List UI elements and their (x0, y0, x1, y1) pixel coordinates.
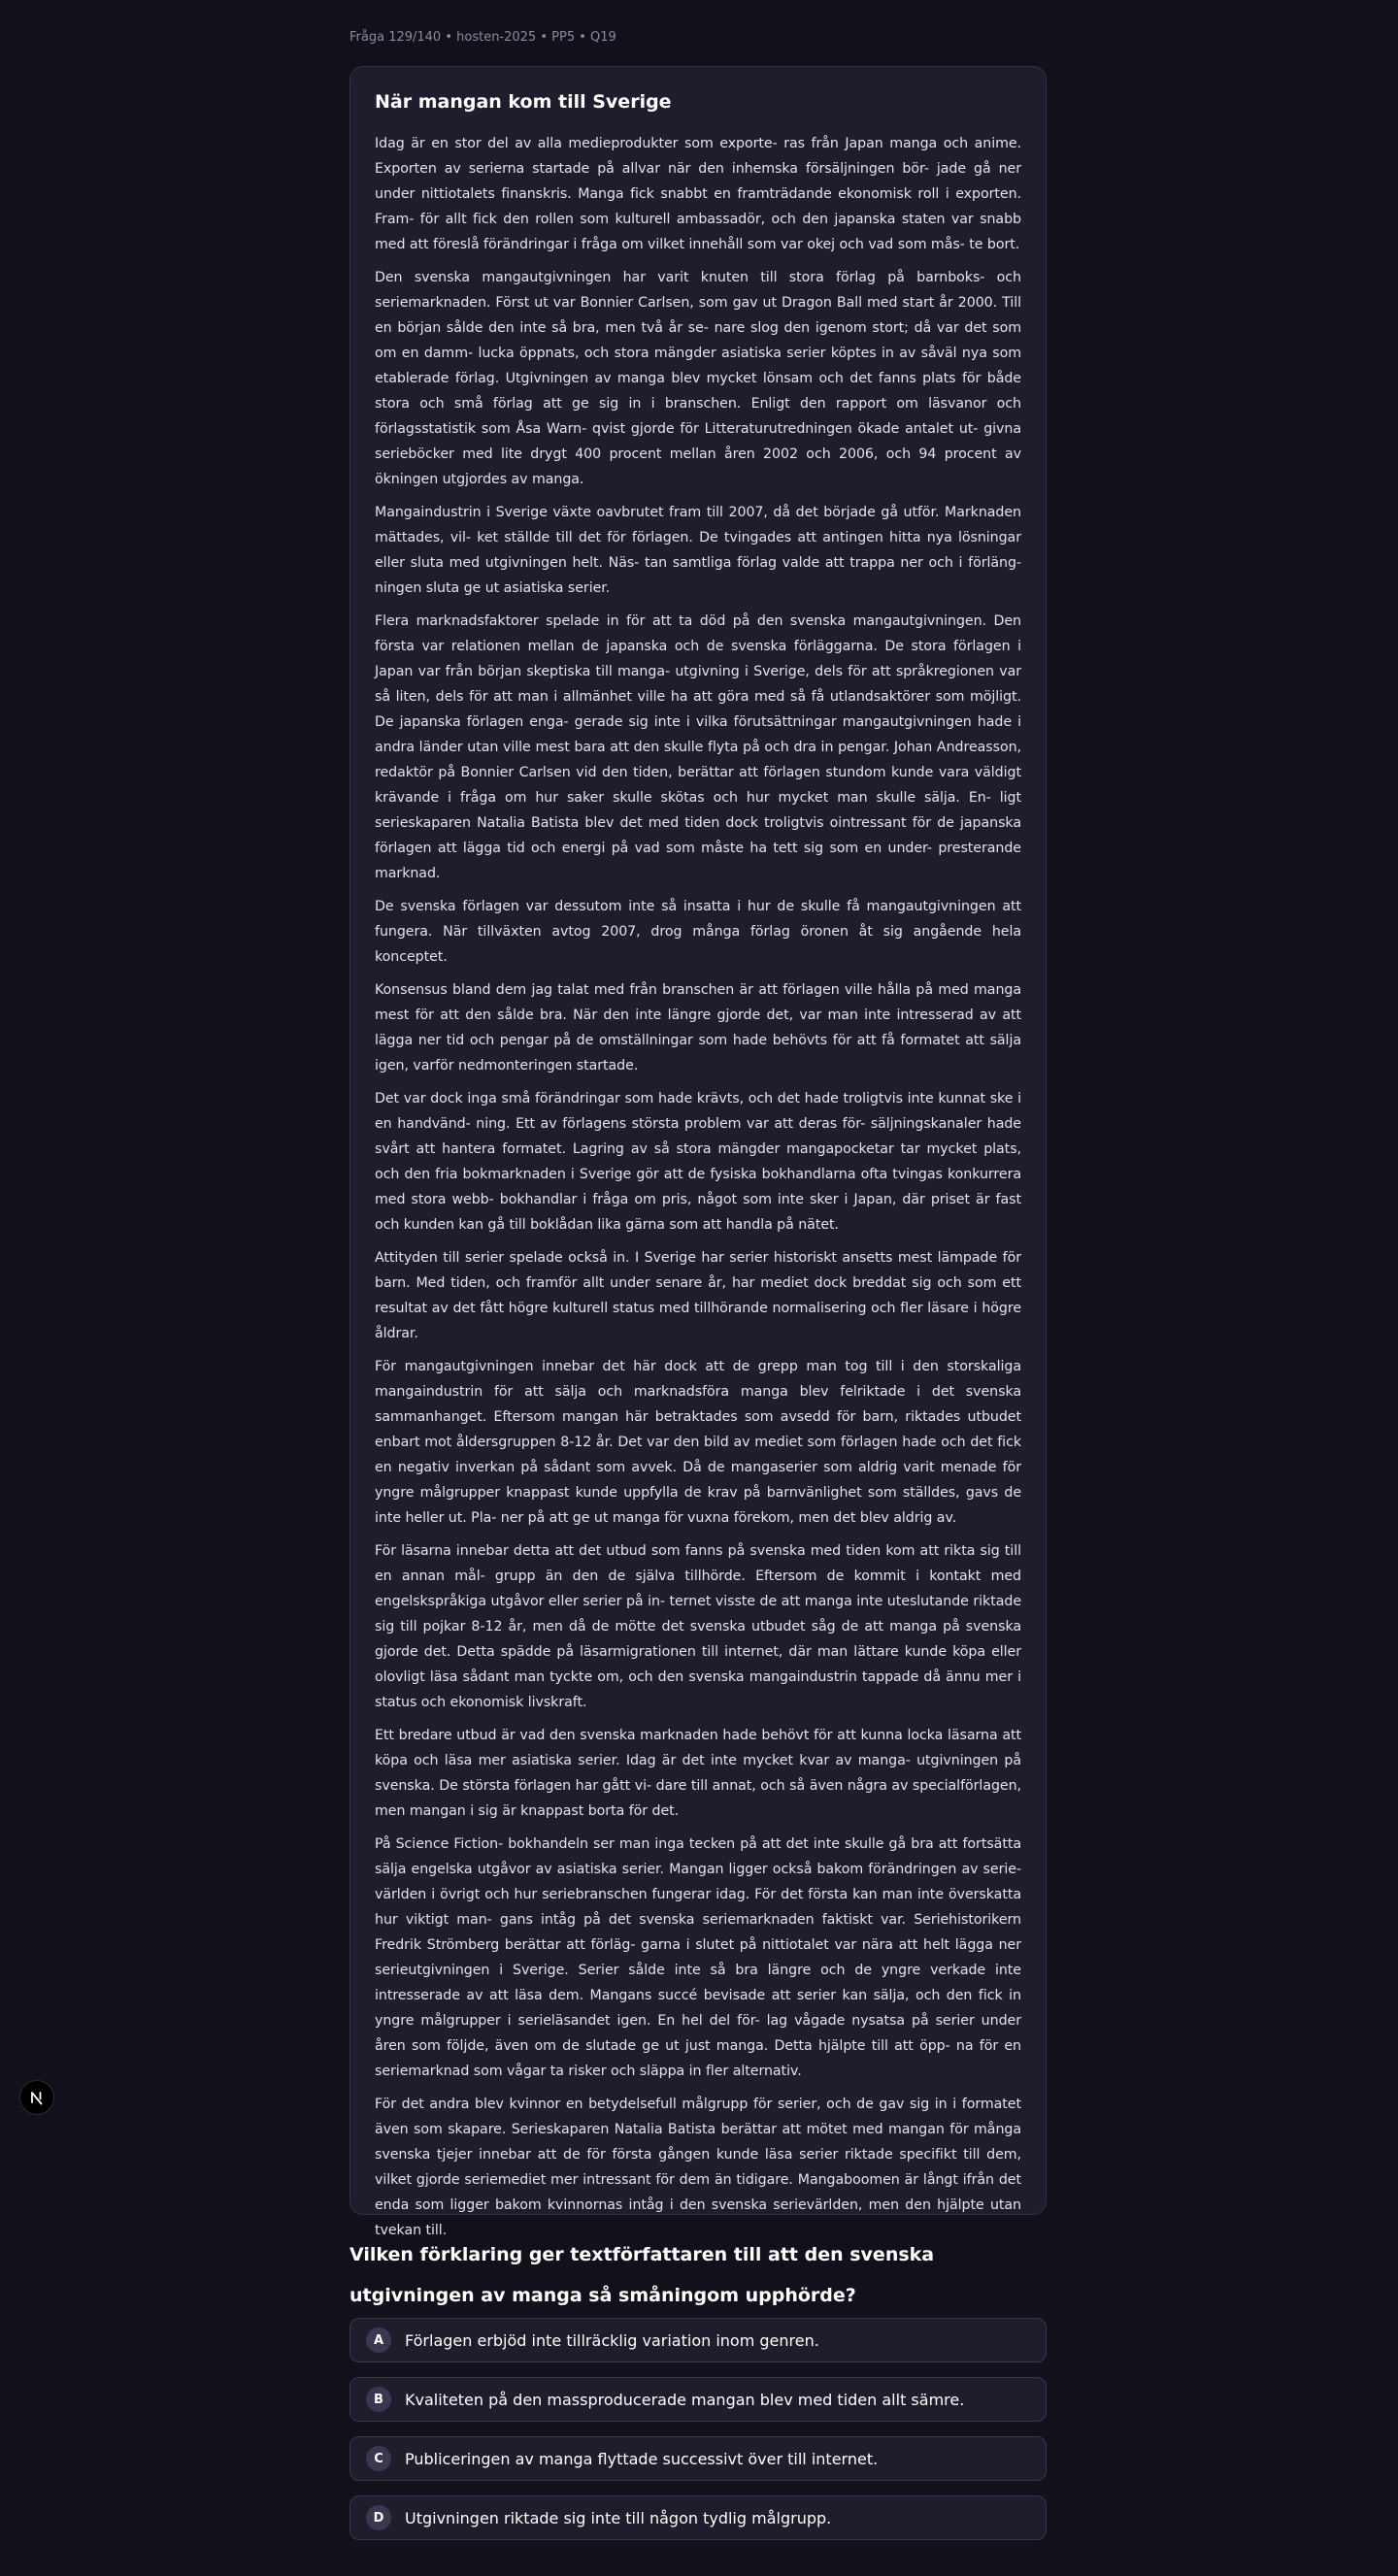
passage-paragraph: De svenska förlagen var dessutom inte så insatta i hur de skulle få mangautgivningen att fungera. När tillväxten avtog 2007, drog många förlag öronen åt sig angående hela konceptet. (375, 899, 1021, 965)
passage-title: När mangan kom till Sverige (375, 91, 672, 113)
n-glyph-icon (28, 2089, 46, 2106)
passage-paragraph: För det andra blev kvinnor en betydelsefull målgrupp för serier, och de gav sig in i formatet även som skapare. Serieskaparen Natalia Batista berättar att mötet med mangan för många svenska tjejer innebar att de för första gången kunde läsa serier riktade specifikt till dem, vilket gjorde seriemediet mer intressant för dem än tidigare. Mangaboomen är långt ifrån det enda som ligger bakom kvinnornas intåg i den svenska serievärlden, men den hjälpte utan tvekan till. (375, 2097, 1021, 2238)
option-label: Förlagen erbjöd inte tillräcklig variation inom genren. (405, 2330, 819, 2350)
reading-passage (350, 66, 1047, 2238)
option-letter-badge: A (366, 2328, 391, 2353)
option-d[interactable] (350, 2495, 1047, 2540)
passage-paragraph: Den svenska mangautgivningen har varit knuten till stora förlag på barnboks- och seriemarknaden. Först ut var Bonnier Carlsen, som gav ut Dragon Ball med start år 2000. Till en början sålde den inte så bra, men två år se- nare slog den igenom stort; då var det som om en damm- lucka öppnats, och stora mängder asiatiska serier köptes in av såväl nya som etablerade förlag. Utgivningen av manga blev mycket lönsam och det fanns plats för både stora och små förlag att ge sig in i branschen. Enligt den rapport om läsvanor och förlagsstatistik som Åsa Warn- qvist gjorde för Litteraturutredningen ökade antalet ut- givna serieböcker med lite drygt 400 procent mellan åren 2002 och 2006, och 94 procent av ökningen utgjordes av manga. (375, 270, 1021, 487)
breadcrumb: Fråga 129/140 • hosten-2025 • PP5 • Q19 (350, 30, 616, 45)
passage-paragraph: Det var dock inga små förändringar som hade krävts, och det hade troligtvis inte kunnat ske i en handvänd- ning. Ett av förlagens största problem var att deras för- säljningskanaler hade svårt att hantera formatet. Lagring av så stora mängder mangapocketar tar mycket plats, och den fria bokmarknaden i Sverige gör att de fysiska bokhandlarna ofta tvingas konkurrera med stora webb- bokhandlar i fråga om pris, något som inte sker i Japan, där priset är fast och kunden kan gå till boklådan lika gärna som att handla på nätet. (375, 1091, 1021, 1233)
nextjs-n-icon[interactable] (19, 2080, 54, 2115)
option-letter-badge: C (366, 2446, 391, 2471)
option-b[interactable] (350, 2377, 1047, 2422)
passage-paragraph: Konsensus bland dem jag talat med från branschen är att förlagen ville hålla på med manga mest för att den sålde bra. När den inte längre gjorde det, var man inte intresserad av att lägga ner tid och pengar på de omställningar som hade behövts för att få formatet att sälja igen, varför nedmonteringen startade. (375, 982, 1021, 1073)
question-text: Vilken förklaring ger textförfattaren till att den svenska utgivningen av manga så småningom upphörde? (350, 2244, 935, 2306)
option-label: Utgivningen riktade sig inte till någon tydlig målgrupp. (405, 2508, 832, 2527)
passage-paragraph: För mangautgivningen innebar det här dock att de grepp man tog till i den storskaliga mangaindustrin för att sälja och marknadsföra manga blev felriktade i det svenska sammanhanget. Eftersom mangan här betraktades som avsedd för barn, riktades utbudet enbart mot åldersgruppen 8-12 år. Det var den bild av mediet som förlagen hade och det fick en negativ inverkan på sådant som avvek. Då de mangaserier som aldrig varit menade för yngre målgrupper knappast kunde uppfylla de krav på barnvänlighet som ställdes, gavs de inte heller ut. Pla- ner på att ge ut manga för vuxna förekom, men det blev aldrig av. (375, 1359, 1021, 1526)
passage-paragraph: På Science Fiction- bokhandeln ser man inga tecken på att det inte skulle gå bra att fortsätta sälja engelska utgåvor av asiatiska serier. Mangan ligger också bakom förändringen av serie- världen i övrigt och hur seriebranschen fungerar idag. För det första kan man inte överskatta hur viktigt man- gans intåg på det svenska seriemarknaden faktiskt var. Seriehistorikern Fredrik Strömberg berättar att förläg- garna i slutet på nittiotalet var nära att helt lägga ner serieutgivningen i Sverige. Serier sålde inte så bra längre och de yngre verkade inte intresserade av att läsa dem. Mangans succé bevisade att serier kan sälja, och den fick in yngre målgrupper i serieläsandet igen. En hel del för- lag vågade nysatsa på serier under åren som följde, även om de slutade ge ut just manga. Detta hjälpte till att öpp- na för en seriemarknad som vågar ta risker och släppa in fler alternativ. (375, 1836, 1021, 2079)
passage-paragraph: Flera marknadsfaktorer spelade in för att ta död på den svenska mangautgivningen. Den första var relationen mellan de japanska och de svenska förläggarna. De stora förlagen i Japan var från början skeptiska till manga- utgivning i Sverige, dels för att språkregionen var så liten, dels för att man i allmänhet ville ha att göra med så få utlandsaktörer som möjligt. De japanska förlagen enga- gerade sig inte i vilka förutsättningar mangautgivningen hade i andra länder utan ville mest bara att den skulle flyta på och dra in pengar. Johan Andreasson, redaktör på Bonnier Carlsen vid den tiden, berättar att förlagen stundom kunde vara väldigt krävande i fråga om hur saker skulle skötas och hur mycket man skulle sälja. En- ligt serieskaparen Natalia Batista blev det med tiden dock troligtvis ointressant för de japanska förlagen att lägga tid och energi på vad som måste ha tett sig som en under- presterande marknad. (375, 613, 1021, 881)
option-c[interactable] (350, 2436, 1047, 2481)
passage-paragraph: Idag är en stor del av alla medieprodukter som exporte- ras från Japan manga och anime. Exporten av serierna startade på allvar när den inhemska försäljningen bör- jade gå ner under nittiotalets finanskris. Manga fick snabbt en framträdande ekonomisk roll i exporten. Fram- för allt fick den rollen som kulturell ambassadör, och den japanska staten var snabb med att föreslå förändringar i fråga om vilket innehåll som var okej och vad som mås- te bort. (375, 136, 1021, 252)
option-letter-badge: D (366, 2505, 391, 2530)
passage-paragraph: För läsarna innebar detta att det utbud som fanns på svenska med tiden kom att rikta sig till en annan mål- grupp än den de själva tillhörde. Eftersom de kommit i kontakt med engelskspråkiga utgåvor eller serier på in- ternet visste de att manga inte uteslutande riktade sig till pojkar 8-12 år, men då de mötte det svenska utbudet såg de att manga på svenska gjorde det. Detta spädde på läsarmigrationen till internet, där man lättare kunde köpa eller olovligt läsa sådant man tyckte om, och den svenska mangaindustrin tappade då ännu mer i status och ekonomisk livskraft. (375, 1543, 1021, 1710)
option-label: Kvaliteten på den massproducerade mangan blev med tiden allt sämre. (405, 2390, 965, 2409)
option-a[interactable] (350, 2318, 1047, 2362)
passage-paragraph: Mangaindustrin i Sverige växte oavbrutet fram till 2007, då det började gå utför. Marknaden mättades, vil- ket ställde till det för förlagen. De tvingades att antingen hitta nya lösningar eller sluta med utgivningen helt. Näs- tan samtliga förlag valde att trappa ner och i förläng- ningen sluta ge ut asiatiska serier. (375, 505, 1021, 596)
passage-paragraph: Ett bredare utbud är vad den svenska marknaden hade behövt för att kunna locka läsarna att köpa och läsa mer asiatiska serier. Idag är det inte mycket kvar av manga- utgivningen på svenska. De största förlagen har gått vi- dare till annat, och så även några av specialförlagen, men mangan i sig är knappast borta för det. (375, 1728, 1021, 1819)
option-letter-badge: B (366, 2387, 391, 2412)
passage-paragraph: Attityden till serier spelade också in. I Sverige har serier historiskt ansetts mest lämpade för barn. Med tiden, och framför allt under senare år, har mediet dock breddat sig och som ett resultat av det fått högre kulturell status med tillhörande normalisering och fler läsare i högre åldrar. (375, 1250, 1021, 1341)
option-label: Publiceringen av manga flyttade successivt över till internet. (405, 2449, 879, 2468)
